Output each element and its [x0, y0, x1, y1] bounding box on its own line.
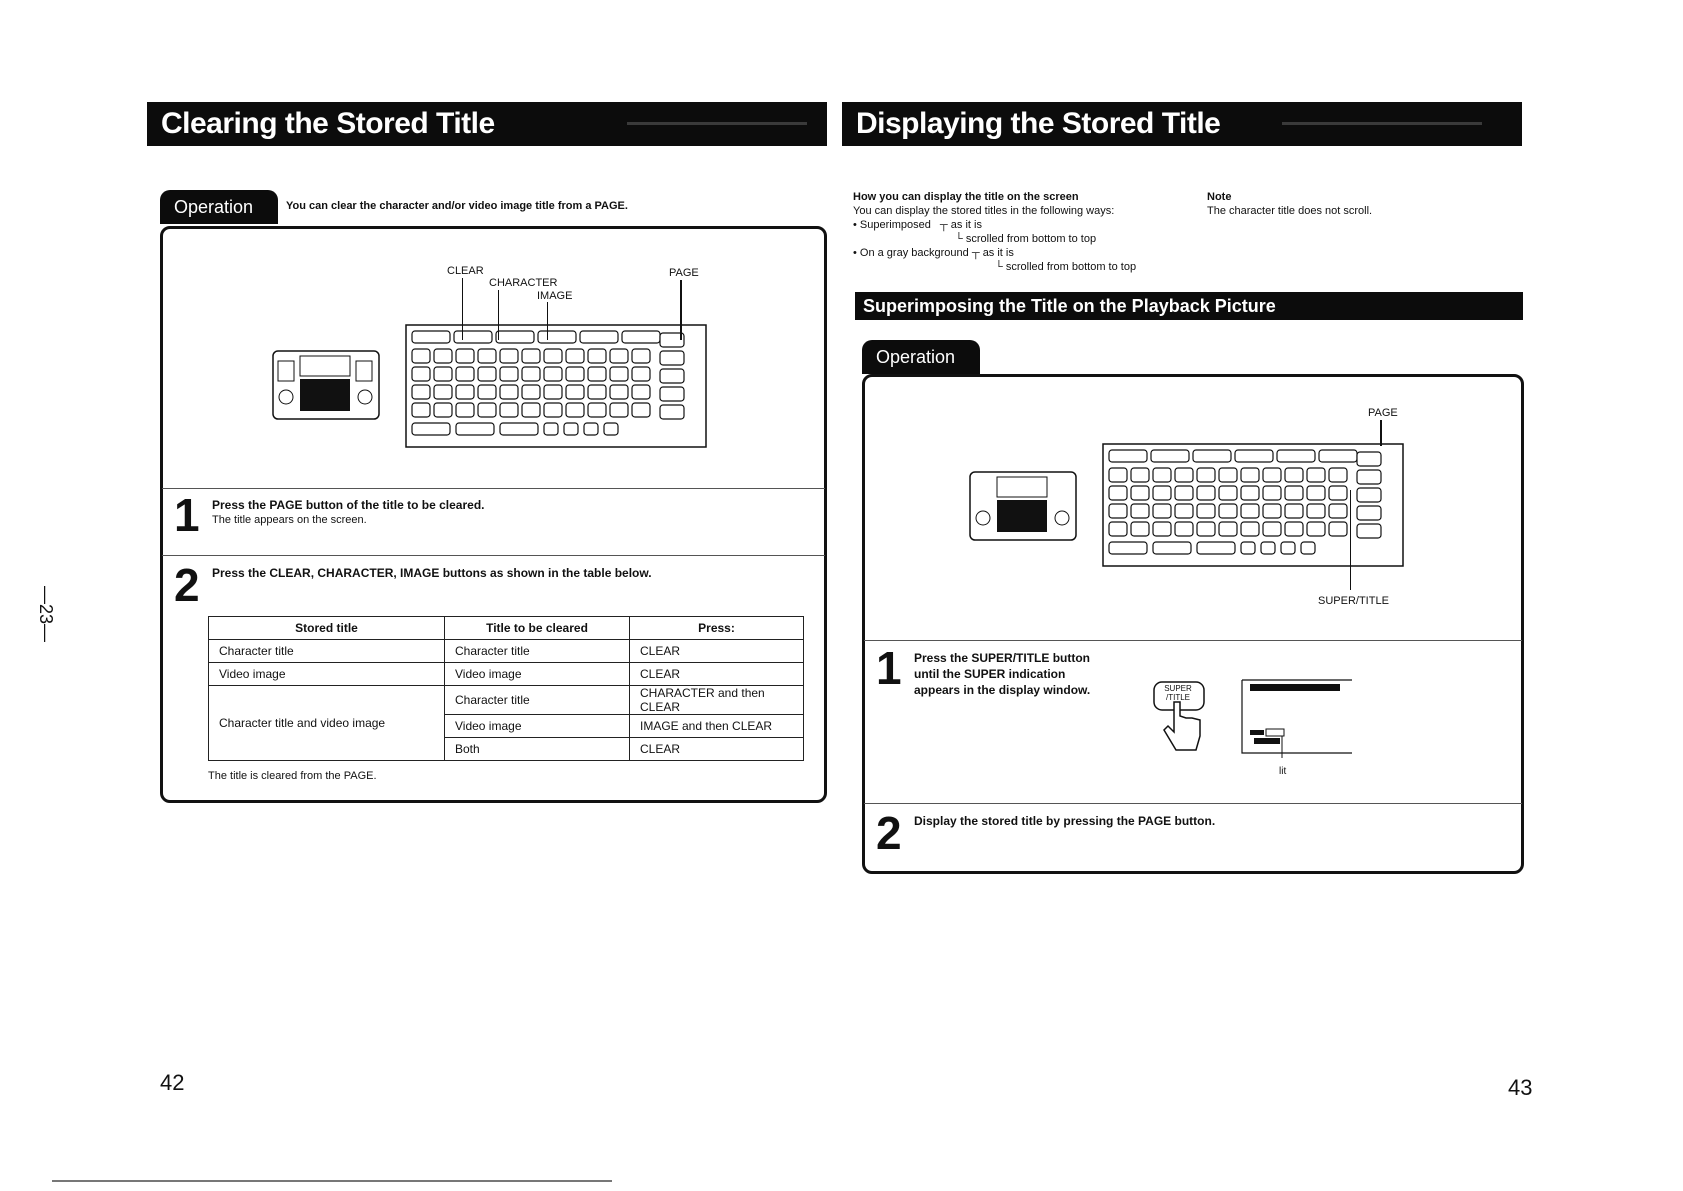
- left-step2-number: 2: [174, 559, 200, 611]
- keyboard-key: [434, 349, 452, 363]
- keyboard-key: [1109, 522, 1127, 536]
- keyboard-key: [1285, 468, 1303, 482]
- keyboard-key: [1131, 468, 1149, 482]
- keyboard-key: [544, 403, 562, 417]
- keyboard-key: [610, 367, 628, 381]
- page-key: [660, 387, 684, 401]
- keyboard-key: [632, 403, 650, 417]
- right-step2-instruction: Display the stored title by pressing the PAGE button.: [914, 814, 1216, 828]
- table-row: [209, 686, 804, 715]
- keyboard-key: [1193, 450, 1231, 462]
- keyboard-key: [1153, 522, 1171, 536]
- page-number-left: 42: [160, 1070, 185, 1095]
- keyboard-key: [544, 385, 562, 399]
- right-step2-number: 2: [876, 807, 902, 859]
- label-image: IMAGE: [537, 290, 573, 302]
- table-cell: CLEAR: [630, 738, 804, 761]
- keyboard-key: [456, 367, 474, 381]
- page-key: [1357, 452, 1381, 466]
- table-row: [209, 663, 804, 686]
- keyboard-key: [1197, 522, 1215, 536]
- title-keyboard-icon: [1103, 444, 1403, 566]
- keyboard-key: [610, 349, 628, 363]
- table-cell: Video image: [445, 663, 630, 686]
- left-operation-label: Operation: [174, 197, 254, 217]
- keyboard-key: [588, 349, 606, 363]
- page-key: [660, 351, 684, 365]
- keyboard-key: [412, 423, 450, 435]
- keyboard-key: [1329, 468, 1347, 482]
- right-operation-tab: [862, 340, 980, 374]
- left-step1-instruction: Press the PAGE button of the title to be cleared.: [212, 498, 485, 512]
- page-number-right: 43: [1508, 1075, 1533, 1100]
- table-cell: Character title and video image: [209, 686, 445, 761]
- how-opt2b: scrolled from bottom to top: [1005, 261, 1137, 273]
- label-page: PAGE: [1368, 407, 1398, 419]
- keyboard-key: [1277, 450, 1315, 462]
- keyboard-key: [1307, 522, 1325, 536]
- vcr-unit-icon: [970, 472, 1076, 540]
- keyboard-key: [1197, 468, 1215, 482]
- table-header: Press:: [630, 617, 804, 640]
- left-title-bar: [147, 102, 827, 146]
- keyboard-key: [1235, 450, 1273, 462]
- keyboard-key: [456, 423, 494, 435]
- keyboard-key: [1263, 468, 1281, 482]
- keyboard-key: [622, 331, 660, 343]
- keyboard-key: [456, 349, 474, 363]
- superimpose-subtitle: Superimposing the Title on the Playback Picture: [863, 296, 1276, 316]
- left-step1-text: The title appears on the screen.: [212, 514, 367, 526]
- right-title-bar: [842, 102, 1522, 146]
- keyboard-key: [1109, 542, 1147, 554]
- display-window-icon: [1240, 678, 1360, 758]
- note-heading: Note: [1207, 191, 1232, 203]
- keyboard-key: [1319, 450, 1357, 462]
- keyboard-key: [1281, 542, 1295, 554]
- keyboard-key: [1285, 486, 1303, 500]
- keyboard-key: [1329, 486, 1347, 500]
- super-title-button-label: SUPER /TITLE: [1164, 684, 1192, 702]
- keyboard-key: [1241, 504, 1259, 518]
- keyboard-key: [1175, 522, 1193, 536]
- keyboard-key: [500, 349, 518, 363]
- keyboard-key: [1197, 486, 1215, 500]
- keyboard-key: [1175, 468, 1193, 482]
- keyboard-key: [1263, 486, 1281, 500]
- left-op-desc: You can clear the character and/or video image title from a PAGE.: [286, 200, 628, 212]
- keyboard-key: [1109, 486, 1127, 500]
- keyboard-key: [1307, 486, 1325, 500]
- keyboard-key: [456, 403, 474, 417]
- table-cell: Video image: [445, 715, 630, 738]
- label-lit: lit: [1279, 766, 1287, 777]
- keyboard-key: [434, 367, 452, 381]
- keyboard-key: [564, 423, 578, 435]
- right-step1-line3: appears in the display window.: [914, 683, 1091, 697]
- how-opt1a: as it is: [950, 219, 982, 231]
- keyboard-key: [500, 367, 518, 381]
- keyboard-key: [1263, 522, 1281, 536]
- table-cell: CLEAR: [630, 663, 804, 686]
- keyboard-key: [1131, 522, 1149, 536]
- note-section: [1207, 190, 1372, 218]
- keyboard-key: [1329, 522, 1347, 536]
- keyboard-key: [496, 331, 534, 343]
- keyboard-key: [566, 403, 584, 417]
- keyboard-key: [1131, 486, 1149, 500]
- keyboard-key: [1263, 504, 1281, 518]
- keyboard-key: [1153, 486, 1171, 500]
- page-key: [660, 405, 684, 419]
- title-keyboard-icon: [406, 325, 706, 447]
- keyboard-key: [1241, 468, 1259, 482]
- keyboard-key: [544, 367, 562, 381]
- keyboard-key: [610, 385, 628, 399]
- how-heading: How you can display the title on the screen: [853, 191, 1079, 203]
- table-cell: Character title: [445, 640, 630, 663]
- left-step2-instruction: Press the CLEAR, CHARACTER, IMAGE buttons as shown in the table below.: [212, 566, 652, 580]
- keyboard-key: [412, 349, 430, 363]
- keyboard-key: [522, 403, 540, 417]
- bottom-rule: [52, 1180, 612, 1182]
- keyboard-key: [1329, 504, 1347, 518]
- note-text: The character title does not scroll.: [1207, 205, 1373, 217]
- table-cell: Both: [445, 738, 630, 761]
- keyboard-key: [632, 385, 650, 399]
- keyboard-key: [1109, 504, 1127, 518]
- keyboard-key: [544, 423, 558, 435]
- keyboard-key: [478, 349, 496, 363]
- how-section: How you can display the title on the screen You can display the stored titles in the following ways: • Superimposed ┬ as it is └ scrolled from bottom to top • On a gray background ┬ as it is └ scrolled from bottom to top: [853, 191, 1137, 273]
- keyboard-key: [478, 367, 496, 381]
- how-opt1b: scrolled from bottom to top: [965, 233, 1097, 245]
- keyboard-key: [566, 367, 584, 381]
- keyboard-key: [1151, 450, 1189, 462]
- keyboard-key: [1219, 468, 1237, 482]
- how-opt2: • On a gray background: [853, 247, 969, 259]
- keyboard-key: [500, 423, 538, 435]
- left-divider-1: [162, 488, 825, 489]
- keyboard-key: [1301, 542, 1315, 554]
- keyboard-key: [412, 385, 430, 399]
- table-cell: Character title: [445, 686, 630, 715]
- table-header: Stored title: [209, 617, 445, 640]
- keyboard-key: [1219, 486, 1237, 500]
- how-opt1: • Superimposed: [853, 219, 931, 231]
- keyboard-key: [434, 403, 452, 417]
- keyboard-key: [544, 349, 562, 363]
- keyboard-key: [522, 349, 540, 363]
- table-cell: Character title: [209, 640, 445, 663]
- keyboard-key: [412, 367, 430, 381]
- label-super-title: SUPER/TITLE: [1318, 595, 1389, 607]
- left-divider-2: [162, 555, 825, 556]
- keyboard-key: [434, 385, 452, 399]
- keyboard-key: [1241, 542, 1255, 554]
- label-character: CHARACTER: [489, 277, 558, 289]
- table-cell: CHARACTER and then CLEAR: [630, 686, 804, 715]
- left-step1-number: 1: [174, 489, 200, 541]
- right-remote-diagram: [960, 410, 1420, 610]
- keyboard-key: [1241, 486, 1259, 500]
- page-key: [660, 369, 684, 383]
- keyboard-key: [566, 385, 584, 399]
- keyboard-key: [1307, 468, 1325, 482]
- keyboard-key: [522, 385, 540, 399]
- keyboard-key: [538, 331, 576, 343]
- keyboard-key: [604, 423, 618, 435]
- keyboard-key: [1307, 504, 1325, 518]
- keyboard-key: [1131, 504, 1149, 518]
- keyboard-key: [1261, 542, 1275, 554]
- left-title: Clearing the Stored Title: [161, 107, 495, 140]
- right-title: Displaying the Stored Title: [856, 107, 1221, 140]
- right-divider-1: [864, 640, 1522, 641]
- keyboard-key: [1241, 522, 1259, 536]
- keyboard-key: [1197, 542, 1235, 554]
- keyboard-key: [632, 367, 650, 381]
- left-footer-note: The title is cleared from the PAGE.: [208, 770, 377, 782]
- keyboard-key: [588, 385, 606, 399]
- left-operation-tab: [160, 190, 278, 224]
- keyboard-key: [584, 423, 598, 435]
- clear-table: [208, 616, 804, 761]
- keyboard-key: [1175, 504, 1193, 518]
- label-clear: CLEAR: [447, 265, 484, 277]
- keyboard-key: [456, 385, 474, 399]
- keyboard-key: [1285, 504, 1303, 518]
- keyboard-key: [478, 403, 496, 417]
- keyboard-key: [1153, 542, 1191, 554]
- keyboard-key: [412, 331, 450, 343]
- keyboard-key: [478, 385, 496, 399]
- keyboard-key: [522, 367, 540, 381]
- keyboard-key: [412, 403, 430, 417]
- keyboard-key: [588, 367, 606, 381]
- keyboard-key: [1219, 522, 1237, 536]
- label-page: PAGE: [669, 267, 699, 279]
- keyboard-key: [1153, 468, 1171, 482]
- how-intro: You can display the stored titles in the following ways:: [853, 205, 1115, 217]
- keyboard-key: [1109, 450, 1147, 462]
- keyboard-key: [566, 349, 584, 363]
- keyboard-key: [1109, 468, 1127, 482]
- page-key: [1357, 488, 1381, 502]
- keyboard-key: [1175, 486, 1193, 500]
- superimpose-subtitle-bar: [855, 292, 1523, 320]
- page-key: [1357, 506, 1381, 520]
- keyboard-key: [632, 349, 650, 363]
- keyboard-key: [454, 331, 492, 343]
- keyboard-key: [610, 403, 628, 417]
- keyboard-key: [1197, 504, 1215, 518]
- page-key: [1357, 470, 1381, 484]
- right-operation-label: Operation: [876, 347, 956, 367]
- table-cell: IMAGE and then CLEAR: [630, 715, 804, 738]
- table-header-row: [209, 617, 804, 640]
- keyboard-key: [1153, 504, 1171, 518]
- side-page-number: —23—: [36, 586, 56, 643]
- keyboard-key: [500, 385, 518, 399]
- vcr-unit-icon: [273, 351, 379, 419]
- right-divider-2: [864, 803, 1522, 804]
- keyboard-key: [1285, 522, 1303, 536]
- keyboard-key: [1219, 504, 1237, 518]
- how-opt2a: as it is: [982, 247, 1014, 259]
- keyboard-key: [580, 331, 618, 343]
- page-key: [1357, 524, 1381, 538]
- table-row: [209, 640, 804, 663]
- right-step1-number: 1: [876, 642, 902, 694]
- table-cell: CLEAR: [630, 640, 804, 663]
- right-step1-line1: Press the SUPER/TITLE button: [914, 651, 1091, 665]
- right-step1-line2: until the SUPER indication: [914, 667, 1066, 681]
- table-header: Title to be cleared: [445, 617, 630, 640]
- keyboard-key: [588, 403, 606, 417]
- table-cell: Video image: [209, 663, 445, 686]
- keyboard-key: [500, 403, 518, 417]
